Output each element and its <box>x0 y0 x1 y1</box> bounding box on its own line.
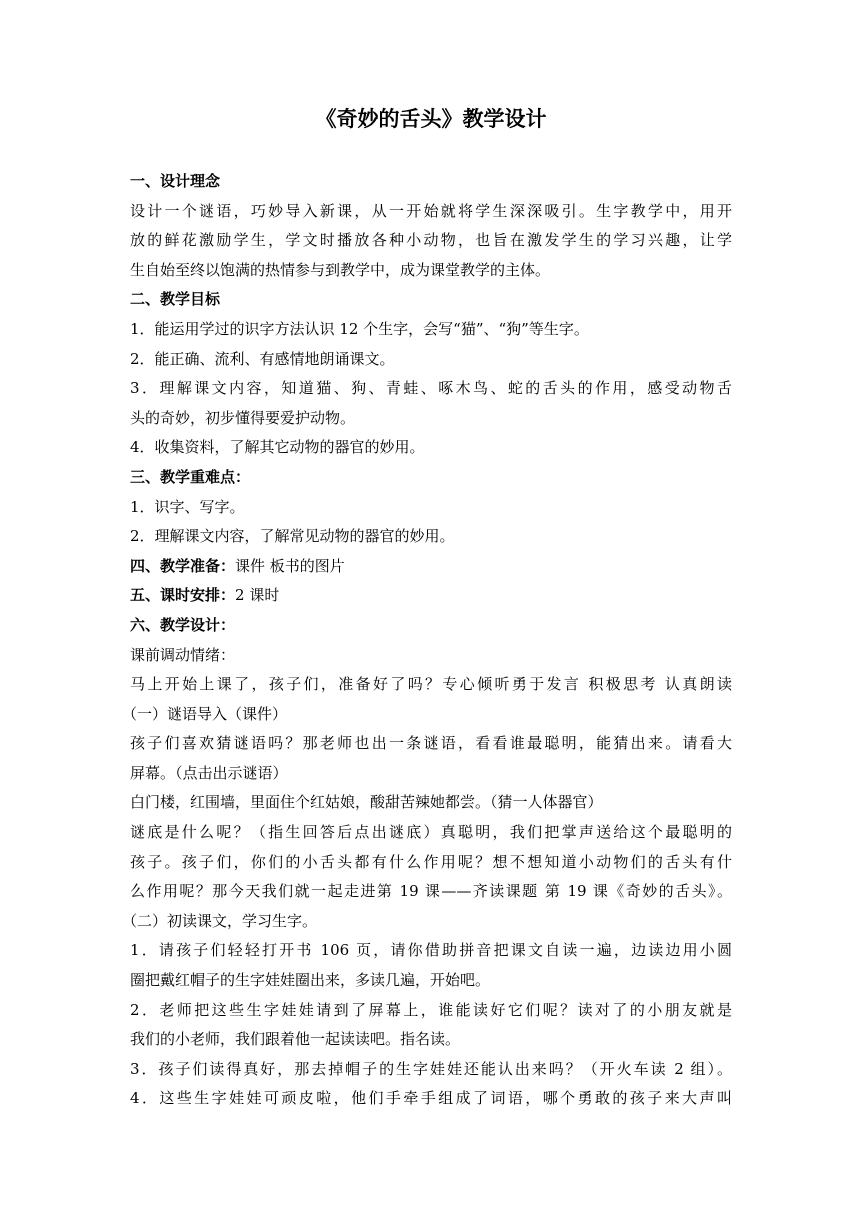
list-item: 1．请孩子们轻轻打开书 106 页，请你借助拼音把课文自读一遍，边读边用小圆 <box>130 941 732 960</box>
paragraph-line: 放的鲜花激励学生，学文时播放各种小动物，也旨在激发学生的学习兴趣，让学 <box>130 231 732 250</box>
paragraph-line: 谜底是什么呢？（指生回答后点出谜底）真聪明，我们把掌声送给这个最聪明的 <box>130 823 732 842</box>
list-item: 3．理解课文内容，知道猫、狗、青蛙、啄木鸟、蛇的舌头的作用，感受动物舌 <box>130 379 732 398</box>
section-heading-preparation: 四、教学准备： <box>130 556 236 575</box>
section-heading-teaching-goals: 二、教学目标 <box>130 290 221 309</box>
list-item: 1．能运用学过的识字方法认识 12 个生字，会写“猫”、“狗”等生字。 <box>130 319 589 338</box>
preparation-line <box>130 552 732 582</box>
list-item: 4．这些生字娃娃可顽皮啦，他们手牵手组成了词语，哪个勇敢的孩子来大声叫 <box>130 1089 732 1108</box>
section-heading-key-points: 三、教学重难点： <box>130 467 251 486</box>
paragraph-line: 孩子。孩子们，你们的小舌头都有什么作用呢？想不想知道小动物们的舌头有什 <box>130 852 732 871</box>
subsection-heading: （一）谜语导入（课件） <box>122 704 288 723</box>
section-heading-schedule: 五、课时安排： <box>130 586 236 605</box>
list-item: 2．理解课文内容，了解常见动物的器官的妙用。 <box>130 527 455 546</box>
paragraph-line: 马上开始上课了，孩子们，准备好了吗？专心倾听勇于发言 积极思考 认真朗读 <box>130 675 732 694</box>
list-item-continuation: 头的奇妙，初步懂得要爱护动物。 <box>130 408 356 427</box>
list-item: 2．老师把这些生字娃娃请到了屏幕上，谁能读好它们呢？读对了的小朋友就是 <box>130 1000 732 1019</box>
section-heading-teaching-design: 六、教学设计： <box>130 615 236 634</box>
paragraph-line: 屏幕。（点击出示谜语） <box>130 763 288 782</box>
list-item-continuation: 我们的小老师，我们跟着他一起读读吧。指名读。 <box>130 1030 461 1049</box>
list-item: 4．收集资料，了解其它动物的器官的妙用。 <box>130 438 425 457</box>
section-heading-design-concept: 一、设计理念 <box>130 172 221 190</box>
subsection-heading: （二）初读课文，学习生字。 <box>122 911 318 930</box>
paragraph-line: 么作用呢？那今天我们就一起走进第 19 课——齐读课题 第 19 课《奇妙的舌头》。 <box>130 882 732 901</box>
schedule-value: 2 课时 <box>235 586 280 605</box>
document-body <box>122 167 732 1114</box>
paragraph-line: 课前调动情绪： <box>130 645 236 664</box>
list-item: 2．能正确、流利、有感情地朗诵课文。 <box>130 349 395 368</box>
paragraph-line: 白门楼，红围墙，里面住个红姑娘，酸甜苦辣她都尝。（猜一人体器官） <box>130 793 603 812</box>
paragraph-line: 孩子们喜欢猜谜语吗？那老师也出一条谜语，看看谁最聪明，能猜出来。请看大 <box>130 734 732 753</box>
paragraph-line: 设计一个谜语，巧妙导入新课，从一开始就将学生深深吸引。生字教学中，用开 <box>130 201 732 220</box>
document-title: 《奇妙的舌头》教学设计 <box>315 107 547 131</box>
paragraph-line: 生自始至终以饱满的热情参与到教学中，成为课堂教学的主体。 <box>130 260 551 279</box>
list-item: 3．孩子们读得真好，那去掉帽子的生字娃娃还能认出来吗？（开火车读 2 组）。 <box>130 1059 732 1078</box>
list-item: 1．识字、写字。 <box>130 497 245 516</box>
list-item-continuation: 圈把戴红帽子的生字娃娃圈出来，多读几遍，开始吧。 <box>130 971 491 990</box>
preparation-value: 课件 板书的图片 <box>235 556 345 575</box>
schedule-line <box>130 581 732 611</box>
